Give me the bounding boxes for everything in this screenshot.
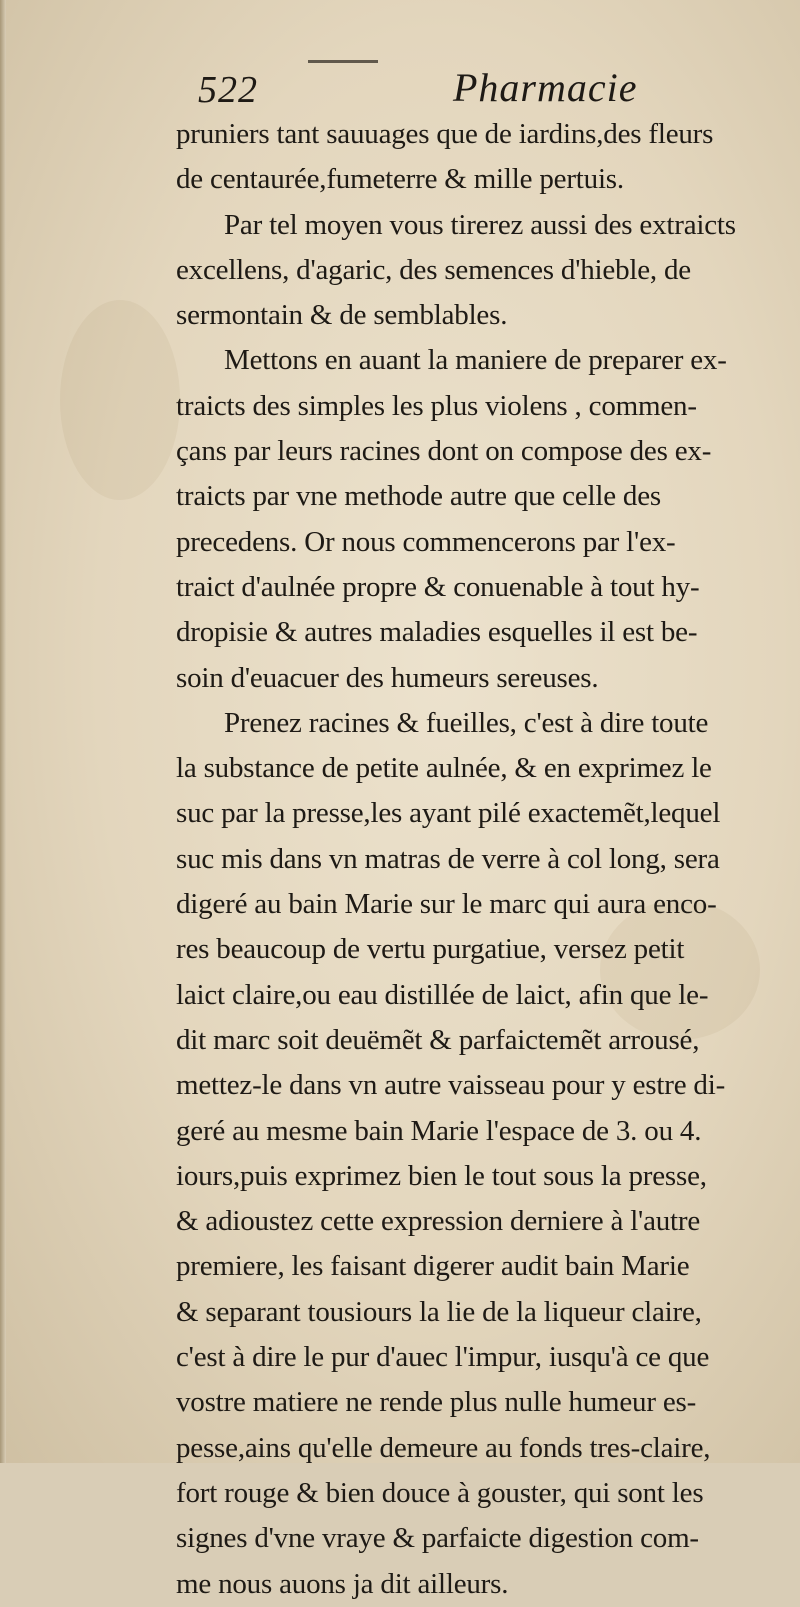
text-line: mettez-le dans vn autre vaisseau pour y estre di-: [176, 1069, 726, 1102]
text-line: geré au mesme bain Marie l'espace de 3. ou 4.: [176, 1114, 702, 1147]
text-line: c'est à dire le pur d'auec l'impur, iusqu'à ce que: [176, 1341, 710, 1374]
running-title: Pharmacie: [453, 65, 638, 110]
text-line: de centaurée,fumeterre & mille pertuis.: [176, 163, 624, 196]
text-line: soin d'euacuer des humeurs sereuses.: [176, 661, 599, 694]
text-line: pruniers tant sauuages que de iardins,des fleurs: [176, 118, 714, 150]
text-line: suc mis dans vn matras de verre à col long, sera: [176, 842, 720, 875]
page-edge-shadow: [0, 0, 6, 1463]
page-number: 522: [198, 69, 258, 111]
text-line: dropisie & autres maladies esquelles il est be-: [176, 616, 698, 649]
text-line: sermontain & de semblables.: [176, 299, 508, 332]
paper-stain: [60, 300, 180, 500]
text-line: & separant tousiours la lie de la liqueur claire,: [176, 1295, 702, 1328]
text-line: dit marc soit deuëmẽt & parfaictemẽt arrousé,: [176, 1023, 700, 1056]
text-line: res beaucoup de vertu purgatiue, versez petit: [176, 933, 685, 966]
text-line: la substance de petite aulnée, & en exprimez le: [176, 752, 712, 785]
body-text: [176, 112, 790, 1607]
text-line: traicts par vne methode autre que celle des: [176, 480, 661, 513]
text-line: Mettons en auant la maniere de preparer ex-: [224, 344, 727, 377]
text-line: premiere, les faisant digerer audit bain Marie: [176, 1250, 690, 1283]
text-line: laict claire,ou eau distillée de laict, afin que le-: [176, 978, 709, 1011]
text-line: Par tel moyen vous tirerez aussi des extraicts: [224, 208, 736, 241]
text-line: traict d'aulnée propre & conuenable à tout hy-: [176, 570, 700, 603]
text-line: suc par la presse,les ayant pilé exactemẽt,lequel: [176, 797, 721, 830]
text-line: & adioustez cette expression derniere à l'autre: [176, 1205, 701, 1238]
text-line: iours,puis exprimez bien le tout sous la presse,: [176, 1159, 707, 1192]
text-line: excellens, d'agaric, des semences d'hieble, de: [176, 253, 691, 286]
text-line: digeré au bain Marie sur le marc qui aura enco-: [176, 888, 717, 921]
text-line: çans par leurs racines dont on compose des ex-: [176, 435, 712, 468]
header-ornament-rule: [308, 60, 378, 63]
text-line: traicts des simples les plus violens , commen-: [176, 389, 697, 422]
text-line: pesse,ains qu'elle demeure au fonds tres-claire,: [176, 1431, 711, 1464]
text-line: fort rouge & bien douce à gouster, qui sont les: [176, 1476, 704, 1509]
text-line: precedens. Or nous commencerons par l'ex-: [176, 525, 676, 558]
text-line: vostre matiere ne rende plus nulle humeur es-: [176, 1386, 697, 1419]
text-line: me nous auons ja dit ailleurs.: [176, 1567, 509, 1600]
page-header: [198, 60, 758, 120]
text-line: Prenez racines & fueilles, c'est à dire toute: [224, 706, 709, 739]
text-line: signes d'vne vraye & parfaicte digestion com-: [176, 1522, 699, 1555]
